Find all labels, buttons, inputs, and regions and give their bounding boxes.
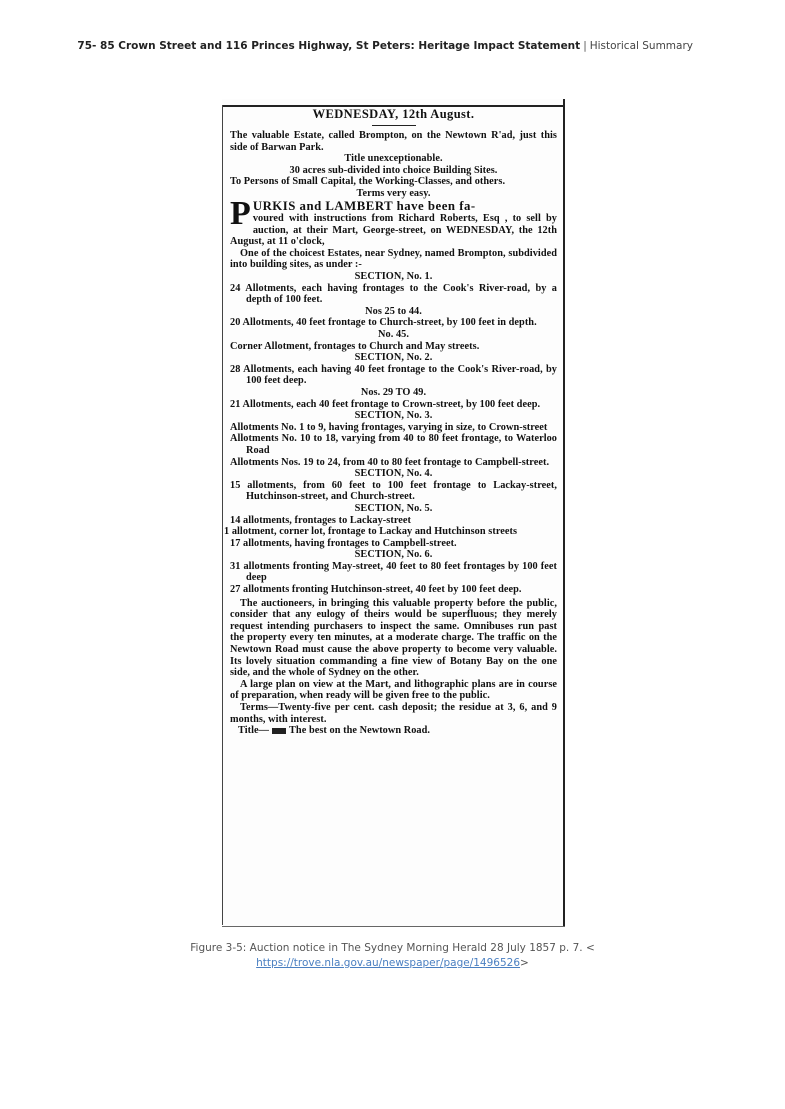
notice-paragraph: The auctioneers, in bringing this valuable property before the public, consider that any eulogy of theirs would be superfluous; they merely request intending purchasers to inspect the same. Omnibuses run past the property every ten minutes, at a moderate charge. The traffic on the Newtown Road must cause the above property to become very valuable. Its lovely situation commanding a fine view of Botany Bay on the one side, and the whole of Sydney on the other. xyxy=(230,597,557,679)
allotment-line: 24 Allotments, each having frontages to the Cook's River-road, by a depth of 100 feet. xyxy=(230,282,557,306)
allotment-line: 14 allotments, frontages to Lackay-street xyxy=(230,514,411,526)
allotment-line: Allotments Nos. 19 to 24, from 40 to 80 feet frontage to Campbell-street. xyxy=(230,456,550,468)
allotment-line: Corner Allotment, frontages to Church and May streets. xyxy=(230,340,480,352)
allotment-sections xyxy=(224,271,557,596)
section-heading: SECTION, No. 3. xyxy=(354,410,433,422)
allotment-line: Allotments No. 10 to 18, varying from 40 to 80 feet frontage, to Waterloo Road xyxy=(230,433,557,456)
title-text: The best on the Newtown Road. xyxy=(289,725,431,737)
auctioneer-lead-line: URKIS and LAMBERT have been fa- xyxy=(252,198,476,213)
allotment-line: 1 allotment, corner lot, frontage to Lackay and Hutchinson streets xyxy=(224,526,518,538)
allotment-line: Allotments No. 1 to 9, having frontages, varying in size, to Crown-street xyxy=(230,421,548,433)
drop-cap: P xyxy=(230,194,251,232)
lot-range-heading: No. 45. xyxy=(378,329,409,340)
notice-intro-line: Title unexceptionable. xyxy=(344,153,443,165)
notice-intro-line: Terms very easy. xyxy=(356,187,431,199)
allotment-line: 27 allotments fronting Hutchinson-street, 40 feet by 100 feet deep. xyxy=(230,584,522,596)
notice-intro-line: 30 acres sub-divided into choice Building Sites. xyxy=(289,164,498,176)
caption-close: > xyxy=(520,957,529,969)
lot-range-heading: Nos. 29 TO 49. xyxy=(360,386,427,398)
auction-notice xyxy=(224,107,557,737)
clipping-left-rule xyxy=(222,105,223,925)
auctioneer-lead-rest: voured with instructions from Richard Roberts, Esq , to sell by auction, at their Mart, George-street, on WEDNESDAY, the 12th August, at 11 o'clock, xyxy=(230,213,557,248)
section-heading: SECTION, No. 1. xyxy=(354,271,433,283)
section-heading: SECTION, No. 6. xyxy=(354,549,433,561)
section-heading: SECTION, No. 4. xyxy=(354,468,433,480)
document-title: 75- 85 Crown Street and 116 Princes Highway, St Peters: Heritage Impact Statement xyxy=(77,40,581,52)
section-heading: SECTION, No. 5. xyxy=(354,502,433,514)
lot-range-heading: Nos 25 to 44. xyxy=(365,305,422,317)
allotment-line: 31 allotments fronting May-street, 40 feet to 80 feet frontages by 100 feet deep xyxy=(230,560,557,584)
page-header xyxy=(77,40,693,52)
title-line xyxy=(238,725,557,737)
title-label: Title— xyxy=(238,725,269,737)
notice-paragraph: A large plan on view at the Mart, and lithographic plans are in course of preparation, when ready will be given free to the public. xyxy=(230,678,557,702)
allotment-line: 17 allotments, having frontages to Campbell-street. xyxy=(230,537,457,549)
section-heading: SECTION, No. 2. xyxy=(354,352,433,364)
section-title: Historical Summary xyxy=(589,40,693,52)
clipping-right-rule xyxy=(563,99,565,927)
estate-line: One of the choicest Estates, near Sydney, named Brompton, subdivided into building sites, as under :- xyxy=(230,247,557,271)
allotment-line: 20 Allotments, 40 feet frontage to Church-street, by 100 feet in depth. xyxy=(230,317,537,329)
pointing-hand-icon xyxy=(272,728,286,734)
notice-intro-line: The valuable Estate, called Brompton, on the Newtown R'ad, just this side of Barwan Park. xyxy=(230,130,557,153)
clipping-bottom-rule xyxy=(222,926,565,927)
terms-line: Terms—Twenty-five per cent. cash deposit; the residue at 3, 6, and 9 months, with interest. xyxy=(230,702,557,725)
allotment-line: 15 allotments, from 60 feet to 100 feet frontage to Lackay-street, Hutchinson-street, and Church-street. xyxy=(230,479,557,503)
notice-headline: WEDNESDAY, 12th August. xyxy=(312,107,475,121)
figure-caption xyxy=(150,941,635,971)
notice-intro-line: To Persons of Small Capital, the Working-Classes, and others. xyxy=(230,176,506,188)
newspaper-clipping xyxy=(222,99,565,927)
caption-text: Figure 3-5: Auction notice in The Sydney Morning Herald 28 July 1857 p. 7. < xyxy=(190,942,595,954)
header-separator: | xyxy=(583,40,587,52)
headline-rule xyxy=(372,125,416,126)
caption-link[interactable]: https://trove.nla.gov.au/newspaper/page/1496526 xyxy=(256,957,521,969)
allotment-line: 28 Allotments, each having 40 feet frontage to the Cook's River-road, by 100 feet deep. xyxy=(230,363,557,387)
allotment-line: 21 Allotments, each 40 feet frontage to Crown-street, by 100 feet deep. xyxy=(230,398,541,410)
auctioneer-paragraph xyxy=(230,194,557,248)
